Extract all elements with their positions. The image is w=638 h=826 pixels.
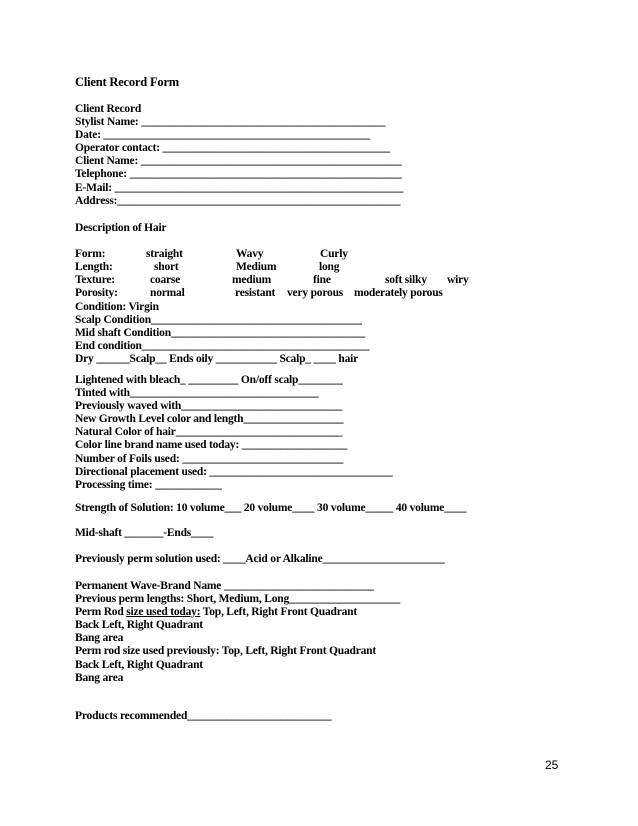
hair-option: very porous bbox=[287, 287, 344, 300]
strength-section bbox=[75, 502, 466, 515]
hair-label: Form: bbox=[75, 248, 106, 260]
lightened-bleach-field: Lightened with bleach_ _________ On/off scalp________ bbox=[75, 374, 343, 386]
products-section bbox=[75, 710, 331, 723]
directional-placement-field: Directional placement used: _________________________________ bbox=[75, 465, 393, 478]
hair-option: coarse bbox=[150, 274, 181, 287]
client-record-heading: Client Record bbox=[75, 103, 142, 115]
date-field: Date: ________________________________________________ bbox=[75, 129, 370, 142]
hair-row-length bbox=[75, 261, 495, 274]
email-field: E-Mail: ____________________________________________________ bbox=[75, 181, 404, 194]
tinted-with-field: Tinted with__________________________________ bbox=[75, 387, 319, 400]
client-name-field: Client Name: _______________________________________________ bbox=[75, 155, 402, 168]
back-quadrant-today: Back Left, Right Quadrant bbox=[75, 619, 203, 632]
color-line-brand-field: Color line brand name used today: ___________________ bbox=[75, 439, 348, 452]
end-condition-field: End condition_________________________________________ bbox=[75, 340, 370, 353]
hair-option: soft silky bbox=[385, 274, 427, 287]
hair-row-porosity bbox=[75, 287, 495, 300]
perm-rod-today-prefix: Perm Rod bbox=[75, 606, 127, 619]
stylist-name-field: Stylist Name: ____________________________________________ bbox=[75, 116, 386, 129]
dry-oily-field: Dry ______Scalp__ Ends oily ___________ Scalp_ ____ hair bbox=[75, 353, 359, 366]
natural-color-field: Natural Color of hair______________________________ bbox=[75, 426, 343, 439]
hair-description-table bbox=[75, 248, 495, 300]
perm-rod-today-field bbox=[75, 606, 400, 619]
form-title: Client Record Form bbox=[75, 75, 180, 89]
client-record-section bbox=[75, 103, 403, 208]
perm-brand-field: Permanent Wave-Brand Name ___________________________ bbox=[75, 580, 374, 592]
page-number: 25 bbox=[545, 758, 559, 772]
bang-area-previous: Bang area bbox=[75, 671, 124, 684]
hair-option: Curly bbox=[320, 248, 348, 260]
hair-option: short bbox=[154, 261, 179, 274]
back-quadrant-previous: Back Left, Right Quadrant bbox=[75, 658, 203, 671]
hair-option: normal bbox=[150, 287, 185, 300]
hair-option: long bbox=[319, 261, 340, 274]
hair-option: Medium bbox=[236, 261, 277, 274]
operator-contact-field: Operator contact: _________________________________________ bbox=[75, 142, 391, 155]
hair-row-form bbox=[75, 248, 495, 261]
midshaft-ends-field: Mid-shaft _______-Ends____ bbox=[75, 527, 214, 539]
bang-area-today: Bang area bbox=[75, 632, 124, 645]
condition-section bbox=[75, 301, 369, 366]
previous-perm-lengths-field: Previous perm lengths: Short, Medium, Long____________________ bbox=[75, 593, 401, 606]
number-of-foils-field: Number of Foils used: _____________________________ bbox=[75, 452, 344, 465]
perm-solution-section bbox=[75, 553, 445, 566]
scalp-condition-field: Scalp Condition______________________________________ bbox=[75, 314, 362, 327]
hair-label: Porosity: bbox=[75, 287, 118, 300]
telephone-field: Telephone: _________________________________________________ bbox=[75, 168, 402, 181]
hair-description-heading: Description of Hair bbox=[75, 222, 167, 234]
perm-section bbox=[75, 580, 400, 685]
perm-rod-today-suffix: Top, Left, Right Front Quadrant bbox=[200, 606, 357, 619]
hair-description-heading-block bbox=[75, 222, 166, 235]
hair-option: medium bbox=[232, 274, 272, 287]
midshaft-section bbox=[75, 527, 213, 540]
condition-virgin: Condition: Virgin bbox=[75, 301, 159, 313]
hair-option: fine bbox=[313, 274, 331, 287]
perm-rod-today-underlined: size used today: bbox=[126, 606, 201, 619]
hair-option: resistant bbox=[235, 287, 276, 300]
hair-row-texture bbox=[75, 274, 495, 287]
perm-solution-field: Previously perm solution used: ____Acid or Alkaline______________________ bbox=[75, 553, 445, 565]
color-section bbox=[75, 374, 393, 492]
hair-label: Length: bbox=[75, 261, 113, 274]
previously-waved-field: Previously waved with_____________________________ bbox=[75, 400, 343, 413]
mid-shaft-condition-field: Mid shaft Condition___________________________________ bbox=[75, 327, 366, 340]
products-recommended-field: Products recommended__________________________ bbox=[75, 710, 332, 722]
address-field: Address:___________________________________________________ bbox=[75, 194, 401, 207]
hair-option: moderately porous bbox=[354, 287, 443, 300]
processing-time-field: Processing time: ____________ bbox=[75, 478, 222, 491]
new-growth-field: New Growth Level color and length__________________ bbox=[75, 413, 344, 426]
hair-option: straight bbox=[146, 248, 183, 260]
perm-rod-previous-field: Perm rod size used previously: Top, Left, Right Front Quadrant bbox=[75, 645, 376, 658]
hair-label: Texture: bbox=[75, 274, 115, 287]
hair-option: Wavy bbox=[236, 248, 264, 260]
hair-option: wiry bbox=[447, 274, 469, 287]
strength-of-solution-field: Strength of Solution: 10 volume___ 20 volume____ 30 volume_____ 40 volume____ bbox=[75, 502, 467, 514]
